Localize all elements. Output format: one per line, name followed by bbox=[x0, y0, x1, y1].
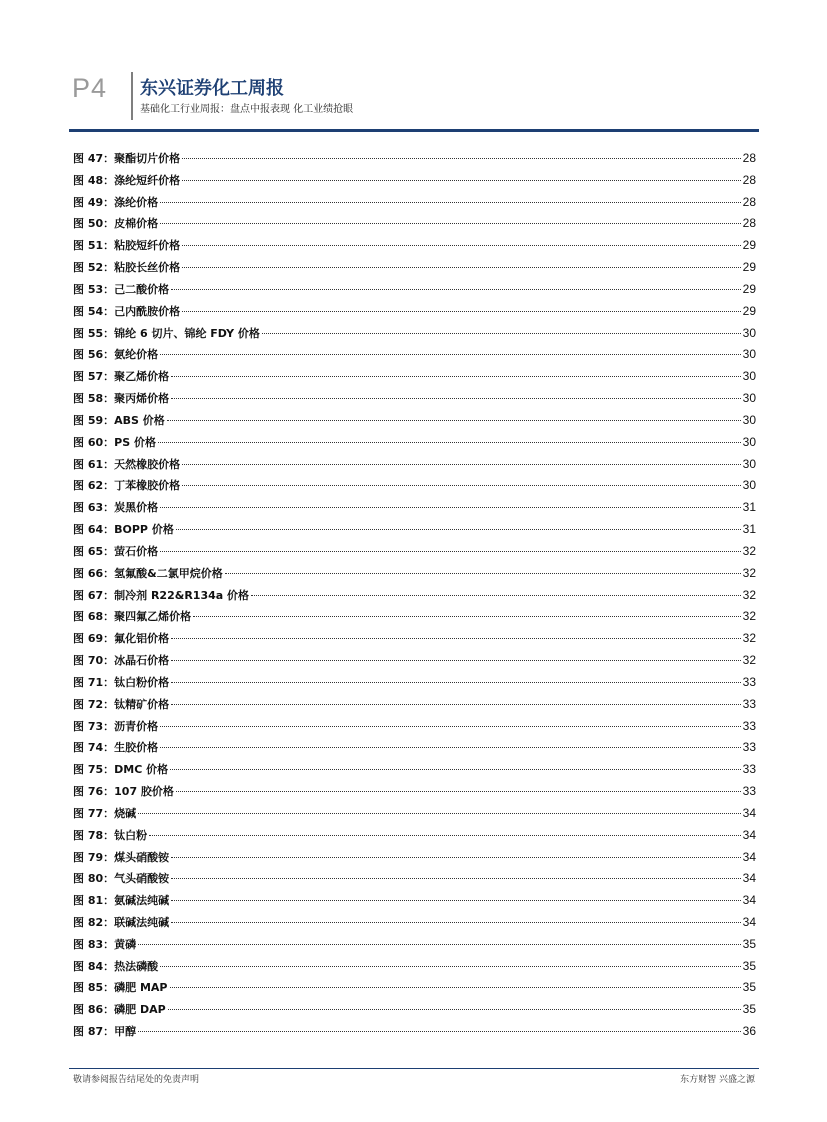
toc-entry-page: 30 bbox=[742, 369, 756, 384]
toc-leader-dots bbox=[225, 573, 741, 574]
toc-entry[interactable] bbox=[73, 347, 756, 369]
toc-entry-page: 30 bbox=[742, 456, 756, 471]
toc-entry-label: 图 53：己二酸价格 bbox=[73, 282, 170, 296]
toc-entry-label: 图 75：DMC 价格 bbox=[73, 763, 169, 777]
toc-leader-dots bbox=[149, 835, 741, 836]
toc-leader-dots bbox=[160, 551, 741, 552]
toc-entry[interactable] bbox=[73, 675, 756, 697]
toc-leader-dots bbox=[171, 682, 741, 683]
report-brand-title: 东兴证券化工周报 bbox=[140, 78, 284, 99]
toc-entry[interactable] bbox=[73, 631, 756, 653]
toc-entry-label: 图 76：107 胶价格 bbox=[73, 785, 174, 799]
toc-entry[interactable] bbox=[73, 435, 756, 457]
toc-leader-dots bbox=[160, 354, 741, 355]
toc-entry-page: 32 bbox=[742, 565, 756, 580]
toc-entry[interactable] bbox=[73, 151, 756, 173]
toc-entry-label: 图 77：烧碱 bbox=[73, 806, 137, 820]
toc-entry-label: 图 78：钛白粉 bbox=[73, 828, 148, 842]
toc-entry-label: 图 69：氟化铝价格 bbox=[73, 632, 170, 646]
toc-entry-page: 34 bbox=[742, 827, 756, 842]
toc-leader-dots bbox=[160, 747, 741, 748]
toc-leader-dots bbox=[182, 485, 741, 486]
toc-entry-label: 图 70：冰晶石价格 bbox=[73, 654, 170, 668]
toc-entry[interactable] bbox=[73, 937, 756, 959]
toc-entry[interactable] bbox=[73, 457, 756, 479]
toc-entry-page: 34 bbox=[742, 805, 756, 820]
toc-entry-label: 图 83：黄磷 bbox=[73, 937, 137, 951]
toc-entry-page: 30 bbox=[742, 434, 756, 449]
toc-leader-dots bbox=[182, 267, 741, 268]
toc-leader-dots bbox=[160, 966, 741, 967]
toc-entry[interactable] bbox=[73, 238, 756, 260]
toc-entry-page: 30 bbox=[742, 412, 756, 427]
toc-entry[interactable] bbox=[73, 282, 756, 304]
toc-entry-page: 34 bbox=[742, 871, 756, 886]
toc-entry[interactable] bbox=[73, 980, 756, 1002]
toc-leader-dots bbox=[176, 529, 741, 530]
toc-leader-dots bbox=[251, 595, 741, 596]
toc-entry[interactable] bbox=[73, 588, 756, 610]
header-rule bbox=[69, 129, 759, 132]
toc-leader-dots bbox=[168, 1009, 741, 1010]
toc-entry[interactable] bbox=[73, 762, 756, 784]
header-divider bbox=[131, 72, 133, 120]
toc-leader-dots bbox=[182, 311, 741, 312]
report-subtitle: 基础化工行业周报：盘点中报表现 化工业绩抢眼 bbox=[140, 104, 354, 115]
toc-entry[interactable] bbox=[73, 500, 756, 522]
toc-entry-label: 图 50：皮棉价格 bbox=[73, 217, 159, 231]
toc-entry[interactable] bbox=[73, 915, 756, 937]
page-number: P4 bbox=[72, 73, 108, 103]
toc-entry-label: 图 51：粘胶短纤价格 bbox=[73, 239, 181, 253]
toc-entry-label: 图 52：粘胶长丝价格 bbox=[73, 261, 181, 275]
toc-entry[interactable] bbox=[73, 391, 756, 413]
toc-leader-dots bbox=[262, 333, 741, 334]
toc-entry-page: 33 bbox=[742, 674, 756, 689]
toc-entry-page: 36 bbox=[742, 1024, 756, 1039]
toc-entry-label: 图 62：丁苯橡胶价格 bbox=[73, 479, 181, 493]
toc-entry-label: 图 87：甲醇 bbox=[73, 1025, 137, 1039]
toc-entry-label: 图 85：磷肥 MAP bbox=[73, 981, 168, 995]
toc-entry-label: 图 82：联碱法纯碱 bbox=[73, 915, 170, 929]
toc-entry[interactable] bbox=[73, 697, 756, 719]
toc-entry-label: 图 55：锦纶 6 切片、锦纶 FDY 价格 bbox=[73, 326, 260, 340]
toc-entry-label: 图 72：钛精矿价格 bbox=[73, 697, 170, 711]
toc-entry[interactable] bbox=[73, 326, 756, 348]
toc-leader-dots bbox=[171, 878, 741, 879]
toc-entry[interactable] bbox=[73, 1002, 756, 1024]
toc-leader-dots bbox=[182, 245, 741, 246]
toc-leader-dots bbox=[170, 987, 741, 988]
toc-leader-dots bbox=[158, 442, 741, 443]
toc-entry-label: 图 74：生胶价格 bbox=[73, 741, 159, 755]
toc-entry-page: 34 bbox=[742, 893, 756, 908]
toc-entry-label: 图 54：己内酰胺价格 bbox=[73, 304, 181, 318]
toc-entry[interactable] bbox=[73, 653, 756, 675]
toc-entry[interactable] bbox=[73, 544, 756, 566]
toc-entry-page: 30 bbox=[742, 391, 756, 406]
toc-entry-page: 33 bbox=[742, 762, 756, 777]
toc-entry-page: 29 bbox=[742, 303, 756, 318]
toc-leader-dots bbox=[182, 158, 741, 159]
toc-entry-page: 28 bbox=[742, 172, 756, 187]
toc-entry-label: 图 66：氢氟酸&二氯甲烷价格 bbox=[73, 566, 223, 580]
toc-entry-page: 34 bbox=[742, 914, 756, 929]
toc-leader-dots bbox=[171, 704, 741, 705]
toc-entry-label: 图 59：ABS 价格 bbox=[73, 413, 165, 427]
toc-leader-dots bbox=[138, 813, 741, 814]
toc-entry-label: 图 67：制冷剂 R22&R134a 价格 bbox=[73, 588, 250, 602]
toc-entry-label: 图 60：PS 价格 bbox=[73, 435, 156, 449]
toc-entry-page: 32 bbox=[742, 631, 756, 646]
toc-entry-label: 图 68：聚四氟乙烯价格 bbox=[73, 610, 192, 624]
toc-entry[interactable] bbox=[73, 609, 756, 631]
toc-entry-label: 图 80：气头硝酸铵 bbox=[73, 872, 170, 886]
toc-entry[interactable] bbox=[73, 871, 756, 893]
toc-leader-dots bbox=[160, 507, 741, 508]
toc-leader-dots bbox=[171, 900, 741, 901]
toc-entry-page: 29 bbox=[742, 281, 756, 296]
toc-leader-dots bbox=[171, 398, 741, 399]
toc-leader-dots bbox=[182, 180, 741, 181]
toc-entry-page: 34 bbox=[742, 849, 756, 864]
toc-entry-page: 28 bbox=[742, 151, 756, 165]
toc-leader-dots bbox=[171, 638, 741, 639]
toc-entry-page: 29 bbox=[742, 260, 756, 275]
toc-entry-label: 图 61：天然橡胶价格 bbox=[73, 457, 181, 471]
toc-entry-label: 图 56：氨纶价格 bbox=[73, 348, 159, 362]
toc-entry-label: 图 58：聚丙烯价格 bbox=[73, 392, 170, 406]
toc-entry-page: 32 bbox=[742, 653, 756, 668]
toc-entry[interactable] bbox=[73, 260, 756, 282]
toc-leader-dots bbox=[138, 1031, 741, 1032]
toc-leader-dots bbox=[160, 202, 741, 203]
toc-entry-page: 33 bbox=[742, 740, 756, 755]
toc-entry-label: 图 71：钛白粉价格 bbox=[73, 675, 170, 689]
toc-entry-label: 图 47：聚酯切片价格 bbox=[73, 152, 181, 165]
toc-entry[interactable] bbox=[73, 719, 756, 741]
toc-entry-page: 29 bbox=[742, 238, 756, 253]
toc-entry[interactable] bbox=[73, 304, 756, 326]
toc-entry[interactable] bbox=[73, 522, 756, 544]
toc-leader-dots bbox=[182, 464, 741, 465]
toc-leader-dots bbox=[176, 791, 741, 792]
toc-entry-page: 32 bbox=[742, 543, 756, 558]
toc-entry-label: 图 81：氨碱法纯碱 bbox=[73, 894, 170, 908]
toc-entry-page: 32 bbox=[742, 587, 756, 602]
toc-entry-page: 33 bbox=[742, 718, 756, 733]
toc-entry-label: 图 63：炭黑价格 bbox=[73, 501, 159, 515]
toc-entry-label: 图 79：煤头硝酸铵 bbox=[73, 850, 170, 864]
toc-entry[interactable] bbox=[73, 1024, 756, 1046]
toc-entry-label: 图 49：涤纶价格 bbox=[73, 195, 159, 209]
toc-entry-page: 28 bbox=[742, 194, 756, 209]
toc-leader-dots bbox=[170, 769, 741, 770]
footer-disclaimer: 敬请参阅报告结尾处的免责声明 bbox=[73, 1075, 200, 1085]
toc-entry-page: 33 bbox=[742, 696, 756, 711]
toc-entry-label: 图 64：BOPP 价格 bbox=[73, 523, 174, 537]
toc-entry-page: 35 bbox=[742, 936, 756, 951]
toc-entry[interactable] bbox=[73, 740, 756, 762]
toc-entry-page: 28 bbox=[742, 216, 756, 231]
toc-entry-page: 30 bbox=[742, 347, 756, 362]
toc-entry-label: 图 65：萤石价格 bbox=[73, 544, 159, 558]
toc-leader-dots bbox=[171, 922, 741, 923]
toc-entry-label: 图 57：聚乙烯价格 bbox=[73, 370, 170, 384]
toc-entry[interactable] bbox=[73, 195, 756, 217]
toc-entry[interactable] bbox=[73, 806, 756, 828]
toc-entry-page: 31 bbox=[742, 500, 756, 515]
toc-entry[interactable] bbox=[73, 850, 756, 872]
toc-entry[interactable] bbox=[73, 369, 756, 391]
toc-entry[interactable] bbox=[73, 828, 756, 850]
toc-leader-dots bbox=[171, 376, 741, 377]
toc-entry[interactable] bbox=[73, 959, 756, 981]
toc-leader-dots bbox=[167, 420, 741, 421]
toc-entry-label: 图 73：沥青价格 bbox=[73, 719, 159, 733]
toc-leader-dots bbox=[160, 726, 741, 727]
toc-entry[interactable] bbox=[73, 216, 756, 238]
toc-entry-page: 30 bbox=[742, 478, 756, 493]
toc-leader-dots bbox=[171, 660, 741, 661]
toc-entry[interactable] bbox=[73, 413, 756, 435]
footer-slogan: 东方财智 兴盛之源 bbox=[680, 1075, 755, 1085]
toc-entry-page: 32 bbox=[742, 609, 756, 624]
footer-rule bbox=[69, 1068, 759, 1069]
toc-entry[interactable] bbox=[73, 784, 756, 806]
toc-entry[interactable] bbox=[73, 478, 756, 500]
toc-entry-label: 图 48：涤纶短纤价格 bbox=[73, 173, 181, 187]
table-of-figures bbox=[73, 151, 756, 1046]
toc-leader-dots bbox=[171, 857, 741, 858]
toc-entry-page: 35 bbox=[742, 980, 756, 995]
toc-leader-dots bbox=[160, 223, 741, 224]
toc-entry-page: 35 bbox=[742, 958, 756, 973]
toc-entry[interactable] bbox=[73, 173, 756, 195]
toc-entry-page: 31 bbox=[742, 522, 756, 537]
toc-entry-label: 图 86：磷肥 DAP bbox=[73, 1003, 166, 1017]
toc-leader-dots bbox=[138, 944, 741, 945]
toc-entry-page: 33 bbox=[742, 784, 756, 799]
toc-entry-page: 35 bbox=[742, 1002, 756, 1017]
toc-leader-dots bbox=[171, 289, 741, 290]
toc-entry-page: 30 bbox=[742, 325, 756, 340]
toc-entry[interactable] bbox=[73, 893, 756, 915]
toc-entry[interactable] bbox=[73, 566, 756, 588]
toc-entry-label: 图 84：热法磷酸 bbox=[73, 959, 159, 973]
toc-leader-dots bbox=[193, 616, 741, 617]
